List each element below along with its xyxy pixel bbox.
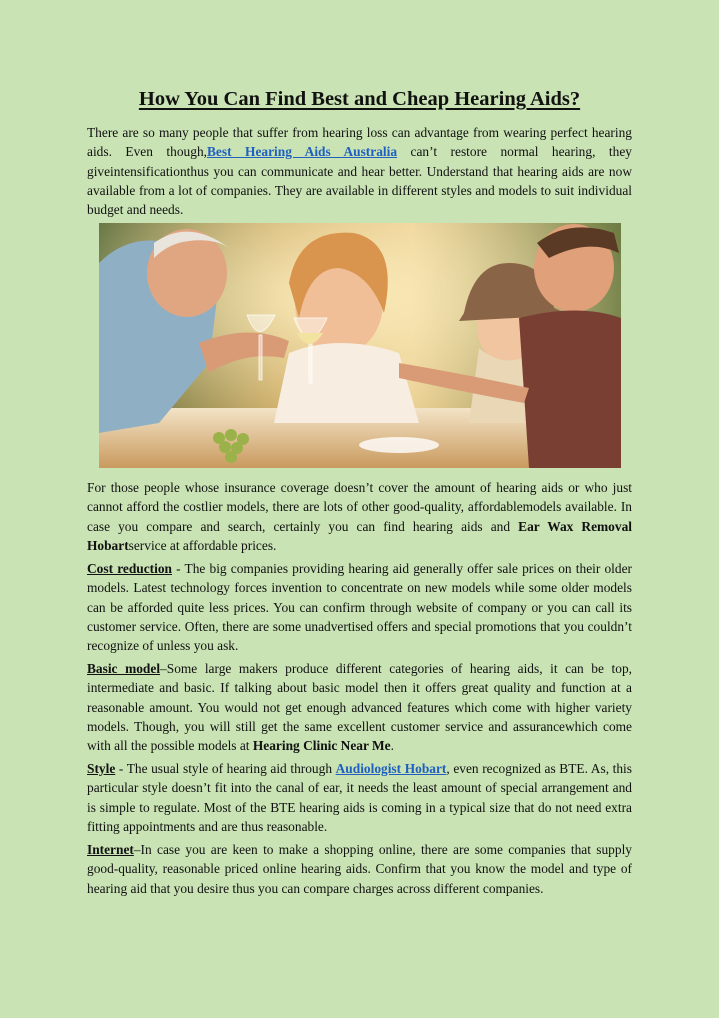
insurance-paragraph: For those people whose insurance coverage doesn’t cover the amount of hearing aids or who just cannot afford the costlier models, there are lots of other good-quality, affordablemodels available. In case you compare and search, certainly you can find hearing aids and Ear Wax Removal Hobartservice at affordable prices. — [87, 480, 632, 553]
style-paragraph: Style - The usual style of hearing aid through Audiologist Hobart, even recognized as BTE. As, this particular style doesn’t fit into the canal of ear, it needs the least amount of special arrangement and is simple to regulate. Most of the BTE hearing aids is coming in a typical size that do not need extra fitting appointments and are thus reasonable. — [87, 761, 632, 834]
best-hearing-aids-australia-link[interactable]: Best Hearing Aids Australia — [206, 144, 398, 160]
intro-paragraph: There are so many people that suffer from hearing loss can advantage from wearing perfect hearing aids. Even though,Best Hearing Aids Australia can’t restore normal hearing, they giveintensificationthus you can communicate and hear better. Understand that hearing aids are now available from a lot of companies. They are available in different styles and models to suit individual budget and needs. — [87, 125, 632, 218]
cost-reduction-paragraph: Cost reduction - The big companies providing hearing aid generally offer sale prices on their older models. Latest technology forces invention to concentrate on new models while some older models can be afforded quite less prices. You can confirm through website of company or you can call its customer service. Often, there are some unadvertised offers and special promotions that you couldn’t recognize of unless you ask. — [87, 561, 632, 654]
internet-term: Internet — [87, 842, 134, 857]
basic-model-term: Basic model — [87, 661, 161, 676]
cost-reduction-term: Cost reduction — [87, 561, 172, 576]
ear-wax-removal-hobart-text: Ear Wax Removal Hobart — [87, 518, 632, 553]
hearing-clinic-near-me-text: Hearing Clinic Near Me — [252, 738, 391, 754]
audiologist-hobart-link[interactable]: Audiologist Hobart — [335, 761, 447, 776]
page-title: How You Can Find Best and Cheap Hearing Aids? — [138, 88, 581, 110]
friends-toasting-photo — [99, 223, 621, 468]
internet-paragraph: Internet–In case you are keen to make a shopping online, there are some companies that supply good-quality, reasonable priced online hearing aids. Confirm that you know the model and type of hearing aid that you desire thus you can compare charges across different companies. — [87, 842, 632, 896]
basic-model-paragraph: Basic model–Some large makers produce different categories of hearing aids, it can be top, intermediate and basic. If talking about basic model then it offers great quality and function at a reasonable amount. You would not get enough advanced features which come with higher variety models. Though, you will still get the same excellent customer service and assurancewhich come with all the possible models at Hearing Clinic Near Me. — [87, 661, 632, 754]
style-term: Style — [87, 761, 116, 776]
